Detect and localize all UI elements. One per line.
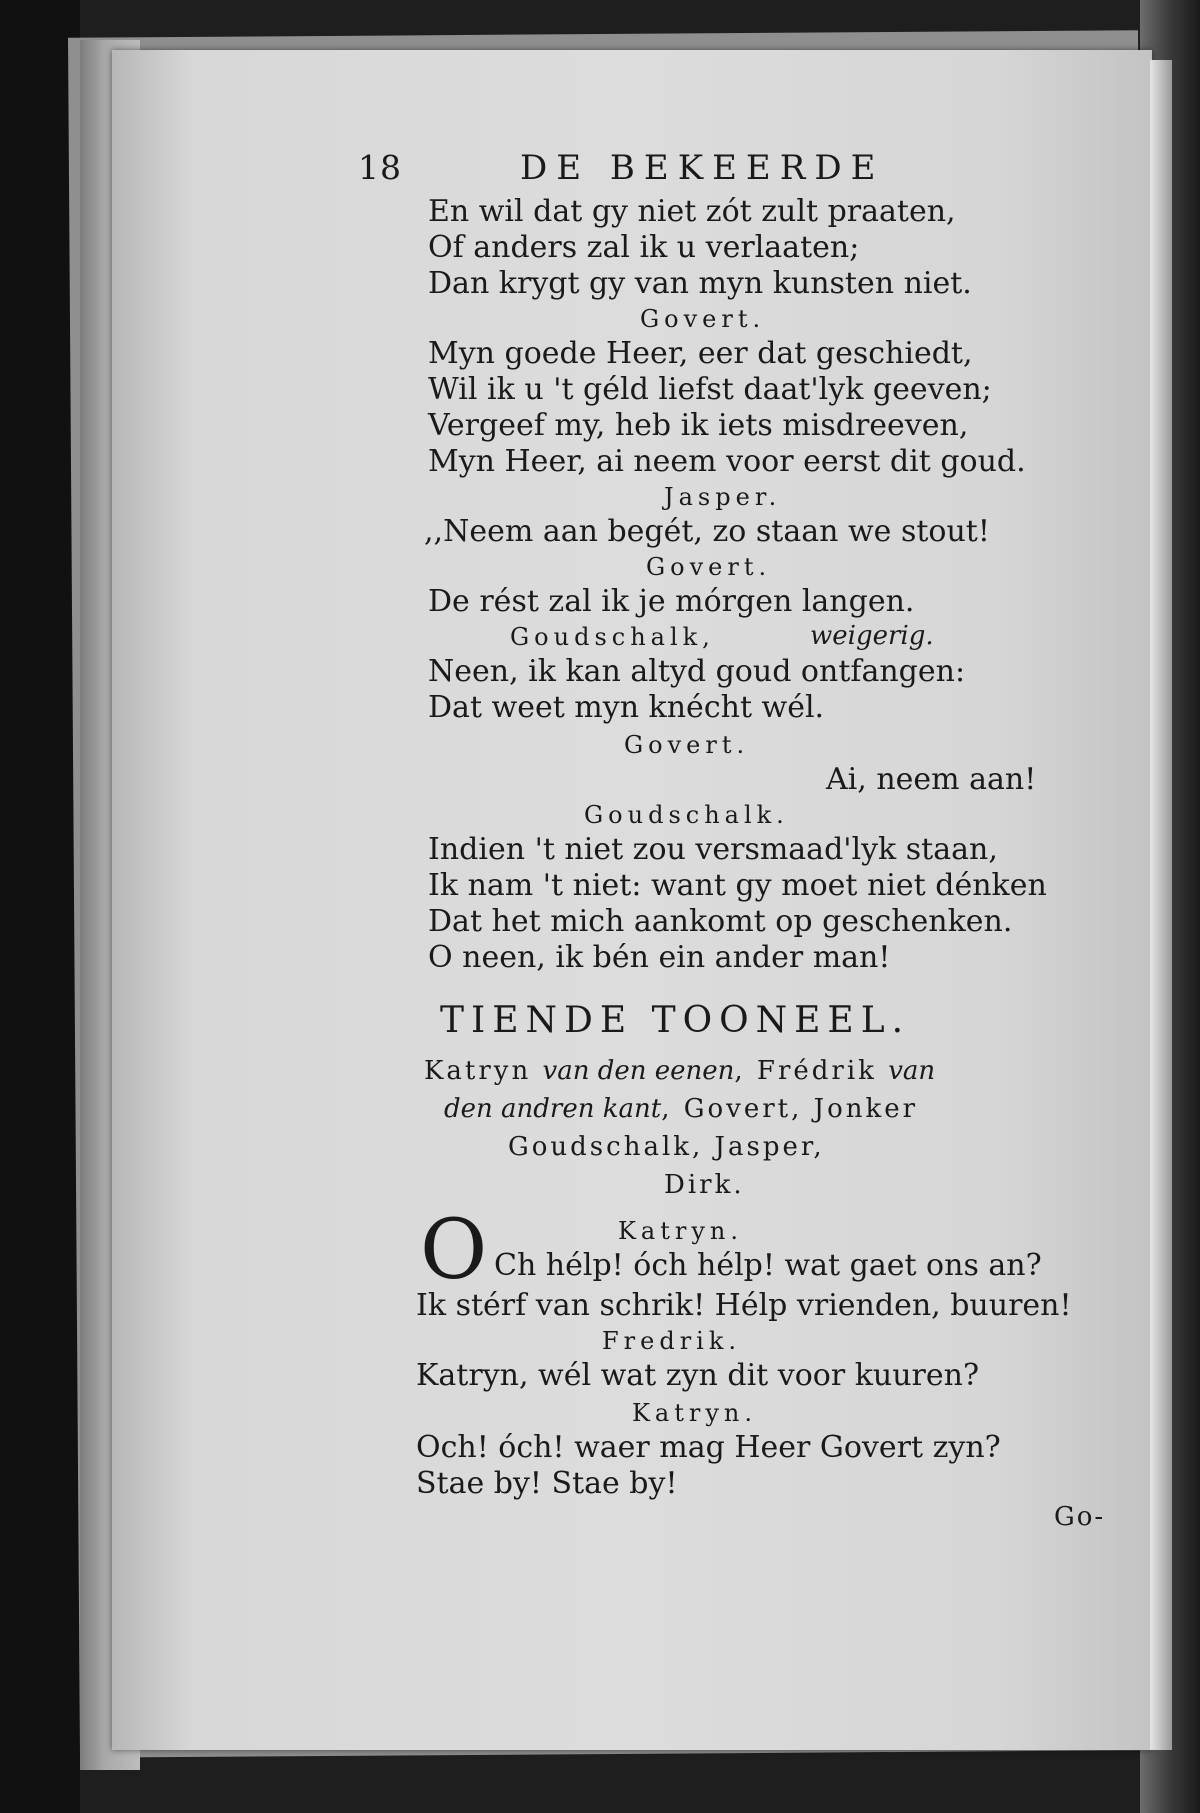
verse-line: Ai, neem aan! xyxy=(826,762,1037,797)
cast-line xyxy=(444,1094,918,1124)
cast-direction: den andren kant xyxy=(444,1094,662,1124)
cast-name: Katryn xyxy=(424,1056,532,1086)
speaker-name: Katryn. xyxy=(618,1217,743,1245)
verse-line: Ch hélp! óch hélp! wat gaet ons an? xyxy=(494,1248,1042,1283)
speaker-name: Jasper. xyxy=(664,483,782,511)
catchword: Go- xyxy=(1054,1502,1106,1532)
verse-line: Ik nam 't niet: want gy moet niet dénken xyxy=(428,868,1047,903)
verse-line: Dan krygt gy van myn kunsten niet. xyxy=(428,266,972,301)
verse-line: O neen, ik bén ein ander man! xyxy=(428,940,891,975)
speaker-name: Goudschalk. xyxy=(584,801,789,829)
speaker-name: Govert. xyxy=(624,731,750,759)
verse-line: Dat het mich aankomt op geschenken. xyxy=(428,904,1013,939)
cast-name: , Frédrik xyxy=(734,1056,877,1086)
speaker-name: Katryn. xyxy=(632,1399,757,1427)
running-title: DE BEKEERDE xyxy=(520,148,885,188)
verse-line: ,,Neem aan begét, zo staan we stout! xyxy=(424,514,990,549)
cast-direction: van xyxy=(888,1056,936,1086)
background-left xyxy=(0,0,80,1813)
verse-line: Indien 't niet zou versmaad'lyk staan, xyxy=(428,832,998,867)
verse-line: Neen, ik kan altyd goud ontfangen: xyxy=(428,654,966,689)
verse-line: De rést zal ik je mórgen langen. xyxy=(428,584,915,619)
page-number: 18 xyxy=(358,148,402,187)
page-header xyxy=(0,148,1200,198)
verse-line: Ik stérf van schrik! Hélp vrienden, buuren! xyxy=(416,1288,1072,1323)
page-edge xyxy=(1150,60,1172,1750)
speaker-name: Govert. xyxy=(640,305,766,333)
cast-line xyxy=(424,1056,935,1086)
verse-line: Of anders zal ik u verlaaten; xyxy=(428,230,860,265)
verse-line: En wil dat gy niet zót zult praaten, xyxy=(428,194,956,229)
verse-line: Och! óch! waer mag Heer Govert zyn? xyxy=(416,1430,1001,1465)
cast-line: Goudschalk, Jasper, xyxy=(508,1132,825,1162)
verse-line: Katryn, wél wat zyn dit voor kuuren? xyxy=(416,1358,980,1393)
stage-direction: weigerig. xyxy=(810,621,934,651)
drop-cap: O xyxy=(420,1203,488,1298)
speaker-name: Fredrik. xyxy=(602,1327,742,1355)
verse-line: Dat weet myn knécht wél. xyxy=(428,690,825,725)
speaker-name: Govert. xyxy=(646,553,772,581)
verse-line: Wil ik u 't géld liefst daat'lyk geeven; xyxy=(428,372,992,407)
cast-name: , Govert, Jonker xyxy=(661,1094,919,1124)
verse-line: Myn Heer, ai neem voor eerst dit goud. xyxy=(428,444,1026,479)
cast-line: Dirk. xyxy=(664,1170,745,1200)
scene-title: TIENDE TOONEEL. xyxy=(440,1000,911,1041)
verse-line: Myn goede Heer, eer dat geschiedt, xyxy=(428,336,973,371)
speaker-name: Goudschalk, xyxy=(510,623,715,651)
cast-direction: van den eenen xyxy=(542,1056,735,1086)
verse-line: Stae by! Stae by! xyxy=(416,1466,678,1501)
verse-line: Vergeef my, heb ik iets misdreeven, xyxy=(428,408,969,443)
